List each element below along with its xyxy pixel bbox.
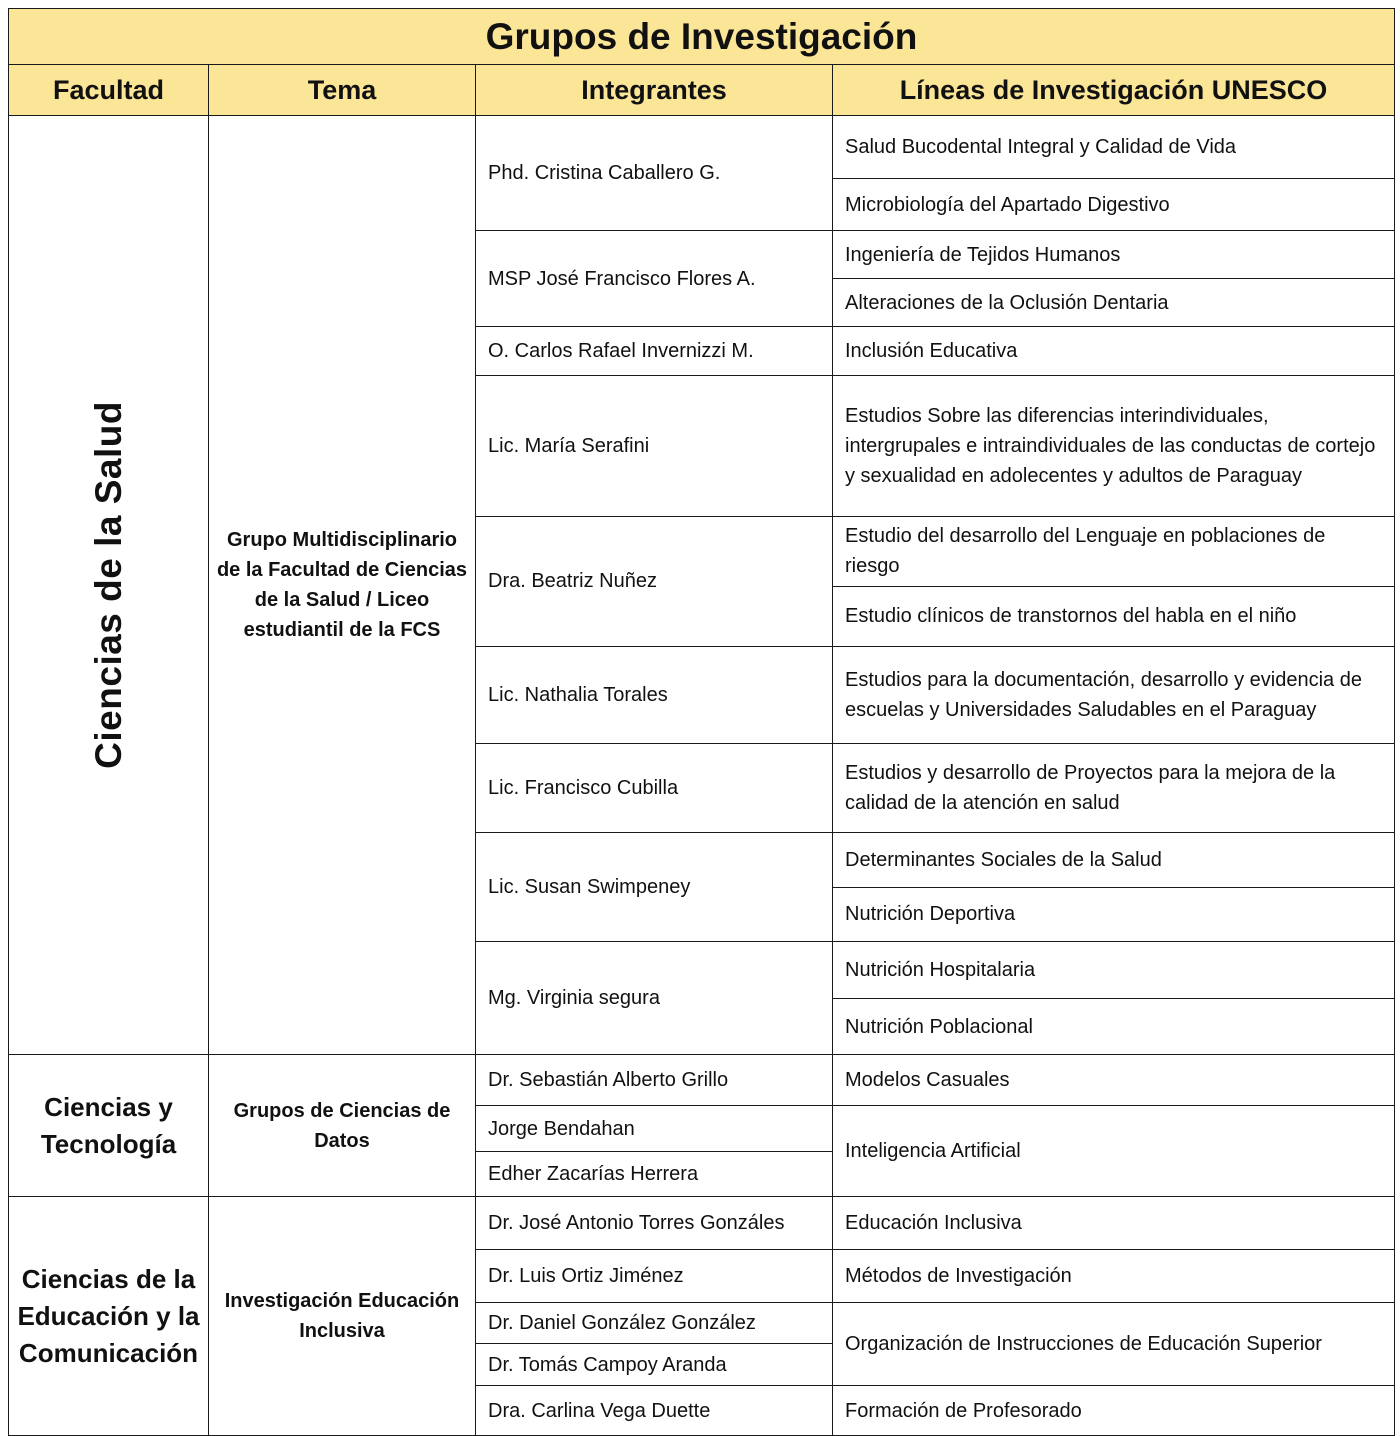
linea-cell: Inteligencia Artificial: [833, 1106, 1395, 1197]
linea-cell: Determinantes Sociales de la Salud: [833, 832, 1395, 887]
linea-cell: Estudios para la documentación, desarrollo y evidencia de escuelas y Universidades Saludables en el Paraguay: [833, 646, 1395, 743]
linea-cell: Salud Bucodental Integral y Calidad de Vida: [833, 116, 1395, 179]
linea-cell: Ingeniería de Tejidos Humanos: [833, 231, 1395, 279]
facultad-cell-salud: [9, 116, 209, 1055]
header-facultad: Facultad: [9, 65, 209, 116]
integrante-cell: Jorge Bendahan: [476, 1106, 833, 1152]
linea-cell: Organización de Instrucciones de Educación Superior: [833, 1303, 1395, 1386]
table-title: Grupos de Investigación: [9, 9, 1395, 65]
linea-cell: Estudios Sobre las diferencias interindividuales, intergrupales e intraindividuales de las conductas de cortejo y sexualidad en adolecentes y adultos de Paraguay: [833, 376, 1395, 517]
linea-cell: Nutrición Hospitalaria: [833, 941, 1395, 998]
integrante-cell: Dr. Tomás Campoy Aranda: [476, 1344, 833, 1386]
integrante-cell: Dra. Beatriz Nuñez: [476, 517, 833, 646]
facultad-cell-educacion: Ciencias de la Educación y la Comunicación: [9, 1197, 209, 1436]
linea-cell: Modelos Casuales: [833, 1055, 1395, 1106]
integrante-cell: Lic. Francisco Cubilla: [476, 743, 833, 832]
facultad-cell-tecnologia: Ciencias y Tecnología: [9, 1055, 209, 1197]
integrante-cell: Dr. José Antonio Torres Gonzáles: [476, 1197, 833, 1250]
integrante-cell: MSP José Francisco Flores A.: [476, 231, 833, 327]
tema-cell-salud: Grupo Multidisciplinario de la Facultad de Ciencias de la Salud / Liceo estudiantil de la FCS: [209, 116, 476, 1055]
integrante-cell: Mg. Virginia segura: [476, 941, 833, 1054]
linea-cell: Nutrición Deportiva: [833, 887, 1395, 941]
tema-cell-educacion: Investigación Educación Inclusiva: [209, 1197, 476, 1436]
linea-cell: Estudio clínicos de transtornos del habla en el niño: [833, 586, 1395, 646]
facultad-name-salud: Ciencias de la Salud: [87, 401, 129, 769]
linea-cell: Estudios y desarrollo de Proyectos para la mejora de la calidad de la atención en salud: [833, 743, 1395, 832]
header-tema: Tema: [209, 65, 476, 116]
linea-cell: Inclusión Educativa: [833, 327, 1395, 376]
tema-cell-tecnologia: Grupos de Ciencias de Datos: [209, 1055, 476, 1197]
integrante-cell: O. Carlos Rafael Invernizzi M.: [476, 327, 833, 376]
integrante-cell: Dra. Carlina Vega Duette: [476, 1386, 833, 1436]
integrante-cell: Dr. Sebastián Alberto Grillo: [476, 1055, 833, 1106]
integrante-cell: Lic. María Serafini: [476, 376, 833, 517]
integrante-cell: Lic. Susan Swimpeney: [476, 832, 833, 941]
linea-cell: Nutrición Poblacional: [833, 999, 1395, 1055]
integrante-cell: Dr. Luis Ortiz Jiménez: [476, 1250, 833, 1303]
integrante-cell: Edher Zacarías Herrera: [476, 1152, 833, 1197]
linea-cell: Educación Inclusiva: [833, 1197, 1395, 1250]
header-integrantes: Integrantes: [476, 65, 833, 116]
linea-cell: Formación de Profesorado: [833, 1386, 1395, 1436]
integrante-cell: Lic. Nathalia Torales: [476, 646, 833, 743]
linea-cell: Microbiología del Apartado Digestivo: [833, 179, 1395, 231]
header-lineas: Líneas de Investigación UNESCO: [833, 65, 1395, 116]
linea-cell: Alteraciones de la Oclusión Dentaria: [833, 279, 1395, 327]
linea-cell: Estudio del desarrollo del Lenguaje en poblaciones de riesgo: [833, 517, 1395, 586]
integrante-cell: Phd. Cristina Caballero G.: [476, 116, 833, 231]
research-groups-table-container: [8, 8, 1395, 1436]
integrante-cell: Dr. Daniel González González: [476, 1303, 833, 1344]
research-groups-table: [8, 8, 1395, 1436]
linea-cell: Métodos de Investigación: [833, 1250, 1395, 1303]
